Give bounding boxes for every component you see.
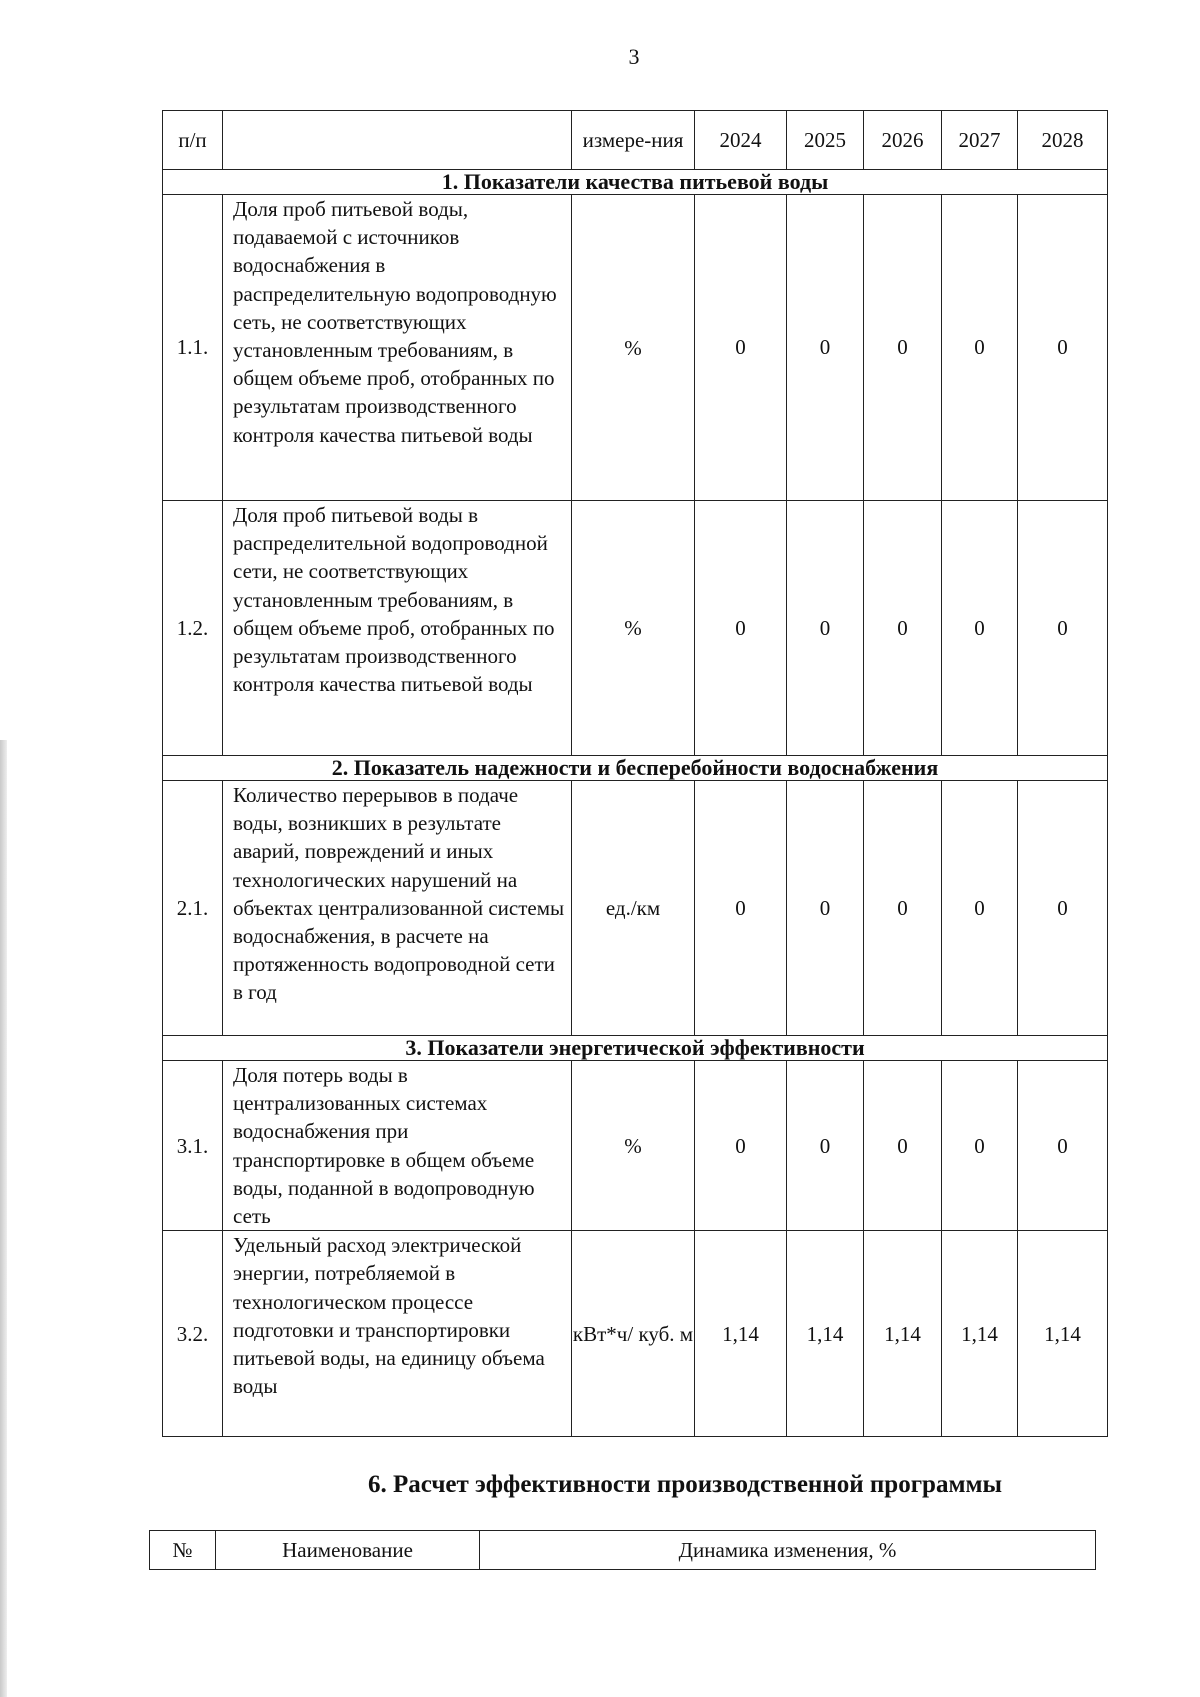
row-unit: % xyxy=(572,195,695,501)
header-num: № xyxy=(150,1531,216,1570)
row-value: 0 xyxy=(695,501,787,756)
row-name: Доля потерь воды в централизованных системах водоснабжения при транспортировке в общем объеме воды, поданной в водопроводную сеть xyxy=(223,1061,572,1231)
row-value: 0 xyxy=(695,781,787,1036)
row-number: 1.1. xyxy=(163,195,223,501)
row-unit: кВт*ч/ куб. м xyxy=(572,1231,695,1437)
row-name: Доля проб питьевой воды в распределительной водопроводной сети, не соответствующих установленным требованиям, в общем объеме проб, отобранных по результатам производственного контроля качества питьевой воды xyxy=(223,501,572,756)
row-value: 0 xyxy=(942,781,1018,1036)
table-row xyxy=(163,1231,1108,1437)
row-value: 1,14 xyxy=(864,1231,942,1437)
row-value: 0 xyxy=(787,781,864,1036)
header-year: 2024 xyxy=(695,111,787,170)
section-row xyxy=(163,756,1108,781)
row-value: 0 xyxy=(942,195,1018,501)
row-unit: % xyxy=(572,1061,695,1231)
section-title: 1. Показатели качества питьевой воды xyxy=(163,170,1108,195)
row-unit: ед./км xyxy=(572,781,695,1036)
header-dynamics: Динамика изменения, % xyxy=(480,1531,1096,1570)
row-name: Доля проб питьевой воды, подаваемой с источников водоснабжения в распределительную водопроводную сеть, не соответствующих установленным требованиям, в общем объеме проб, отобранных по результатам производственного контроля качества питьевой воды xyxy=(223,195,572,501)
row-value: 0 xyxy=(864,781,942,1036)
row-number: 3.2. xyxy=(163,1231,223,1437)
row-value: 0 xyxy=(1018,781,1108,1036)
scan-edge xyxy=(0,740,7,1697)
section-heading: 6. Расчет эффективности производственной программы xyxy=(367,1471,1003,1498)
row-value: 0 xyxy=(1018,195,1108,501)
page-number: 3 xyxy=(628,44,640,69)
table-row xyxy=(163,781,1108,1036)
row-value: 0 xyxy=(942,1061,1018,1231)
section-row xyxy=(163,1036,1108,1061)
row-number: 2.1. xyxy=(163,781,223,1036)
section-row xyxy=(163,170,1108,195)
table-row xyxy=(163,501,1108,756)
row-value: 0 xyxy=(695,1061,787,1231)
row-value: 0 xyxy=(864,501,942,756)
row-value: 1,14 xyxy=(787,1231,864,1437)
row-value: 0 xyxy=(942,501,1018,756)
row-name: Количество перерывов в подаче воды, возникших в результате аварий, повреждений и иных технологических нарушений на объектах централизованной системы водоснабжения, в расчете на протяженность водопроводной сети в год xyxy=(223,781,572,1036)
row-value: 0 xyxy=(695,195,787,501)
header-unit: измере-ния xyxy=(572,111,695,170)
row-value: 1,14 xyxy=(695,1231,787,1437)
header-year: 2027 xyxy=(942,111,1018,170)
section-title: 2. Показатель надежности и бесперебойности водоснабжения xyxy=(163,756,1108,781)
row-value: 0 xyxy=(864,195,942,501)
header-year: 2028 xyxy=(1018,111,1108,170)
row-unit: % xyxy=(572,501,695,756)
header-num: п/п xyxy=(163,111,223,170)
row-value: 0 xyxy=(864,1061,942,1231)
header-name xyxy=(223,111,572,170)
row-number: 3.1. xyxy=(163,1061,223,1231)
row-name: Удельный расход электрической энергии, потребляемой в технологическом процессе подготовки и транспортировки питьевой воды, на единицу объема воды xyxy=(223,1231,572,1437)
indicators-table xyxy=(162,110,1108,1437)
row-value: 0 xyxy=(1018,501,1108,756)
header-name: Наименование xyxy=(216,1531,480,1570)
row-value: 0 xyxy=(787,1061,864,1231)
row-value: 0 xyxy=(1018,1061,1108,1231)
row-value: 1,14 xyxy=(942,1231,1018,1437)
row-value: 1,14 xyxy=(1018,1231,1108,1437)
header-year: 2025 xyxy=(787,111,864,170)
row-value: 0 xyxy=(787,501,864,756)
header-year: 2026 xyxy=(864,111,942,170)
table-header-row xyxy=(163,111,1108,170)
efficiency-table xyxy=(149,1530,1096,1570)
efficiency-header-row xyxy=(150,1531,1096,1570)
table-row xyxy=(163,1061,1108,1231)
section-title: 3. Показатели энергетической эффективности xyxy=(163,1036,1108,1061)
row-value: 0 xyxy=(787,195,864,501)
table-row xyxy=(163,195,1108,501)
row-number: 1.2. xyxy=(163,501,223,756)
